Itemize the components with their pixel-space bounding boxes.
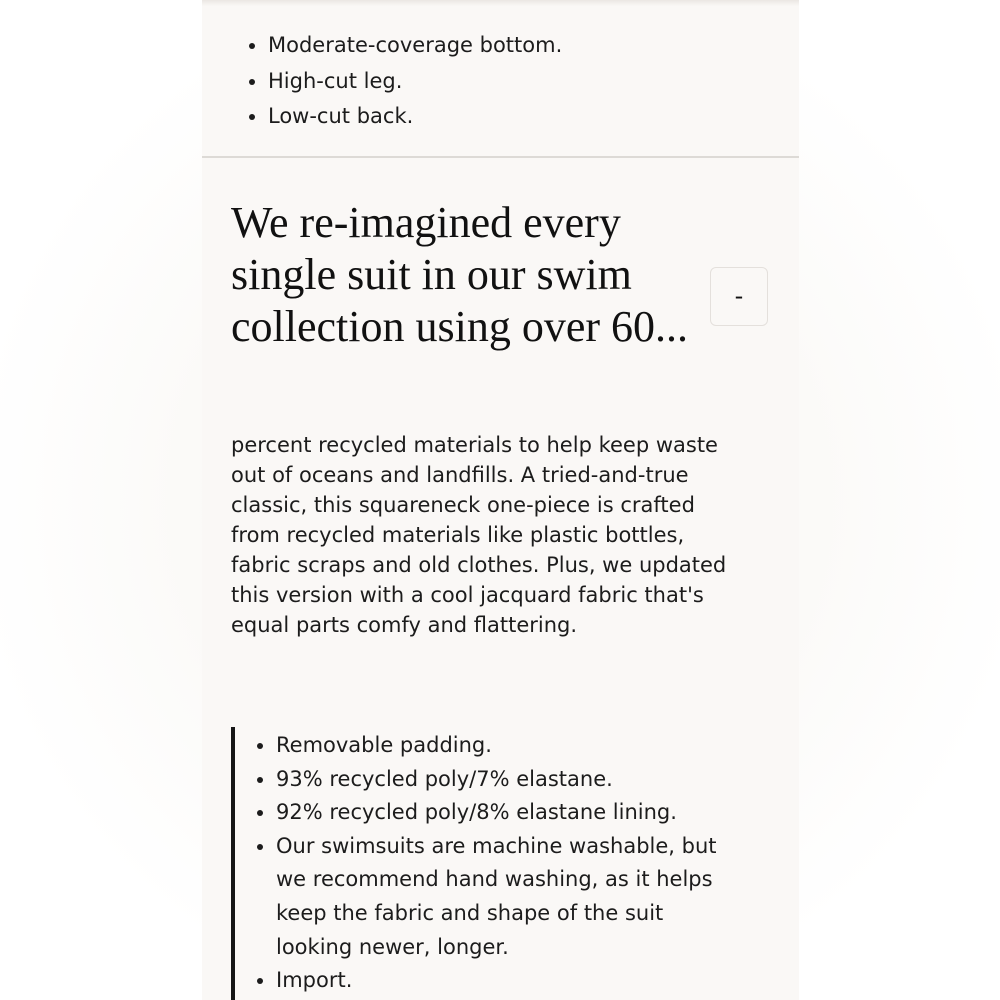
fit-features-list <box>243 28 562 135</box>
section-heading: We re-imagined every single suit in our swim collection using over 60... <box>231 198 689 351</box>
list-item: • 93% recycled poly/7% elastane. <box>276 763 746 797</box>
section-divider <box>202 156 799 158</box>
list-item: • Import. <box>276 964 746 998</box>
collapse-toggle-button[interactable]: - <box>710 267 768 326</box>
list-item: • Removable padding. <box>276 729 746 763</box>
list-item: • Moderate-coverage bottom. <box>268 28 562 64</box>
list-item: • Low-cut back. <box>268 99 562 135</box>
top-edge-shadow <box>202 0 799 6</box>
list-item: • 92% recycled poly/8% elastane lining. <box>276 796 746 830</box>
product-details-panel[interactable] <box>202 0 799 1000</box>
list-item: • Our swimsuits are machine washable, but we recommend hand washing, as it helps keep the fabric and shape of the suit looking newer, longer. <box>276 830 746 964</box>
material-details-list <box>251 729 746 998</box>
list-item: • High-cut leg. <box>268 64 562 100</box>
product-description: percent recycled materials to help keep waste out of oceans and landfills. A tried-and-true classic, this squareneck one-piece is crafted from recycled materials like plastic bottles, fabric scraps and old clothes. Plus, we updated this version with a cool jacquard fabric that's equal parts comfy and flattering. <box>231 433 727 637</box>
details-accent-bar <box>231 727 235 1000</box>
